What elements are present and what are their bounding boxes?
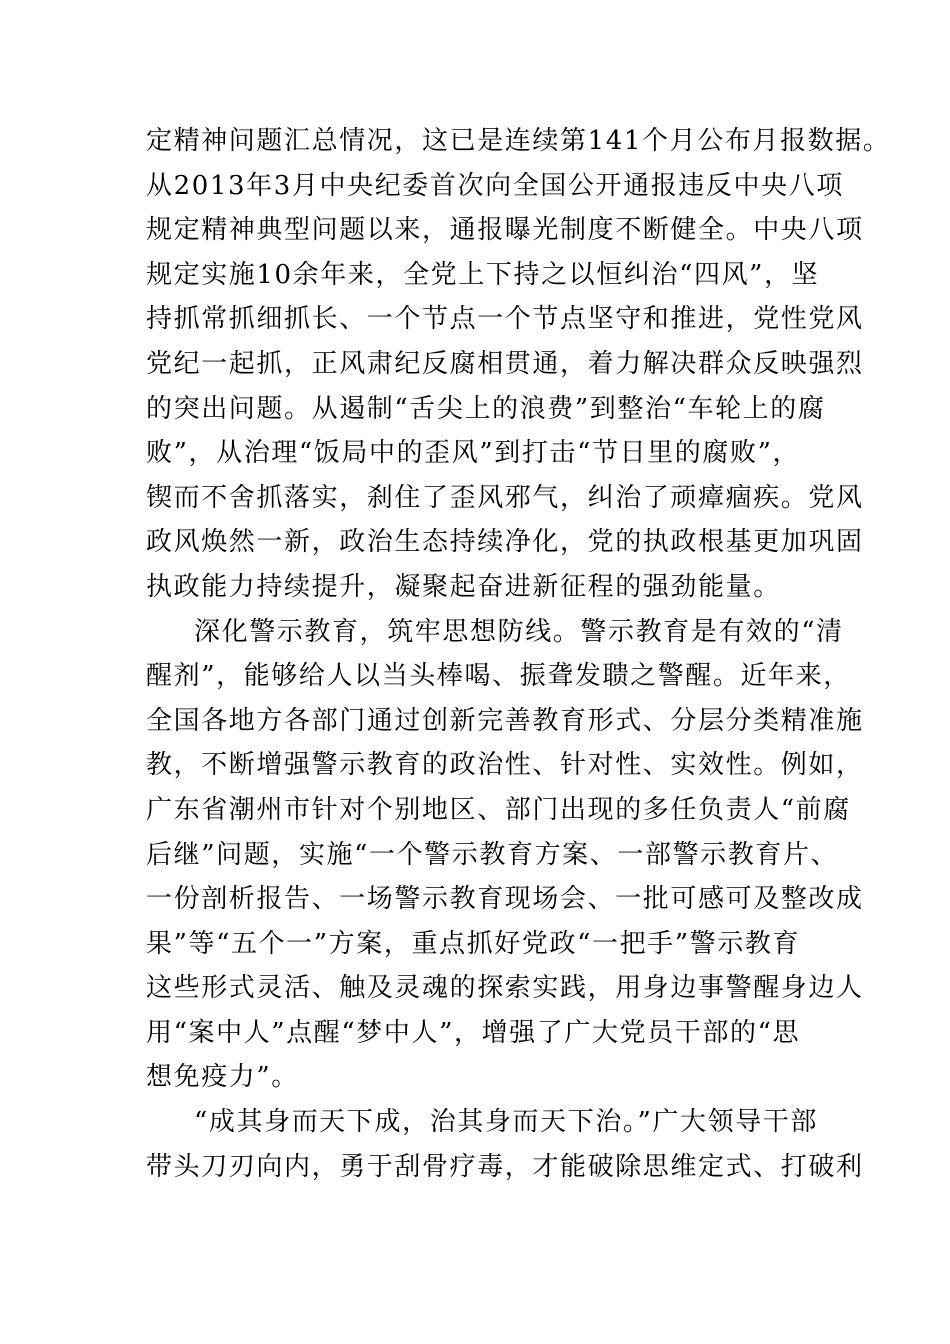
paragraph-start-line: “成其身而天下成，治其身而天下治。”广大领导干部 [194, 1107, 818, 1138]
text-line: 执政能力持续提升，凝聚起奋进新征程的强劲能量。 [146, 571, 781, 602]
text-line: 教，不断增强警示教育的政治性、针对性、实效性。例如， [146, 750, 864, 781]
text-line: 醒剂”，能够给人以当头棒喝、振聋发聩之警醒。近年来， [146, 661, 851, 692]
text-line: 从2013年3月中央纪委首次向全国公开通报违反中央八项 [146, 170, 844, 201]
text-line: 一份剖析报告、一场警示教育现场会、一批可感可及整改成 [146, 884, 864, 915]
text-line: 定精神问题汇总情况，这已是连续第141个月公布月报数据。 [146, 126, 891, 156]
text-line: 规定精神典型问题以来，通报曝光制度不断健全。中央八项 [146, 215, 864, 246]
text-line: 全国各地方各部门通过创新完善教育形式、分层分类精准施 [146, 705, 864, 736]
paragraph-start-line: 深化警示教育，筑牢思想防线。警示教育是有效的“清 [194, 616, 844, 647]
text-line: 的突出问题。从遏制“舌尖上的浪费”到整治“车轮上的腐 [146, 393, 826, 424]
text-line: 广东省潮州市针对个别地区、部门出现的多任负责人“前腐 [146, 794, 851, 825]
text-line: 用“案中人”点醒“梦中人”，增强了广大党员干部的“思 [146, 1017, 801, 1048]
text-line: 后继”问题，实施“一个警示教育方案、一部警示教育片、 [146, 839, 839, 870]
text-line: 这些形式灵活、触及灵魂的探索实践，用身边事警醒身边人 [146, 973, 864, 1004]
body-text [146, 119, 891, 1189]
text-line: 果”等“五个一”方案，重点抓好党政“一把手”警示教育 [146, 928, 801, 959]
text-line: 带头刀刃向内，勇于刮骨疗毒，才能破除思维定式、打破利 [146, 1151, 864, 1182]
text-line: 想免疫力”。 [146, 1062, 299, 1093]
text-line: 政风焕然一新，政治生态持续净化，党的执政根基更加巩固 [146, 527, 864, 558]
text-line: 党纪一起抓，正风肃纪反腐相贯通，着力解决群众反映强烈 [146, 348, 864, 379]
text-line: 锲而不舍抓落实，刹住了歪风邪气，纠治了顽瘴痼疾。党风 [146, 482, 864, 513]
text-line: 持抓常抓细抓长、一个节点一个节点坚守和推进，党性党风 [146, 304, 864, 335]
text-line: 规定实施10余年来，全党上下持之以恒纠治“四风”，坚 [146, 259, 820, 290]
text-line: 败”，从治理“饭局中的歪风”到打击“节日里的腐败”， [146, 438, 801, 469]
